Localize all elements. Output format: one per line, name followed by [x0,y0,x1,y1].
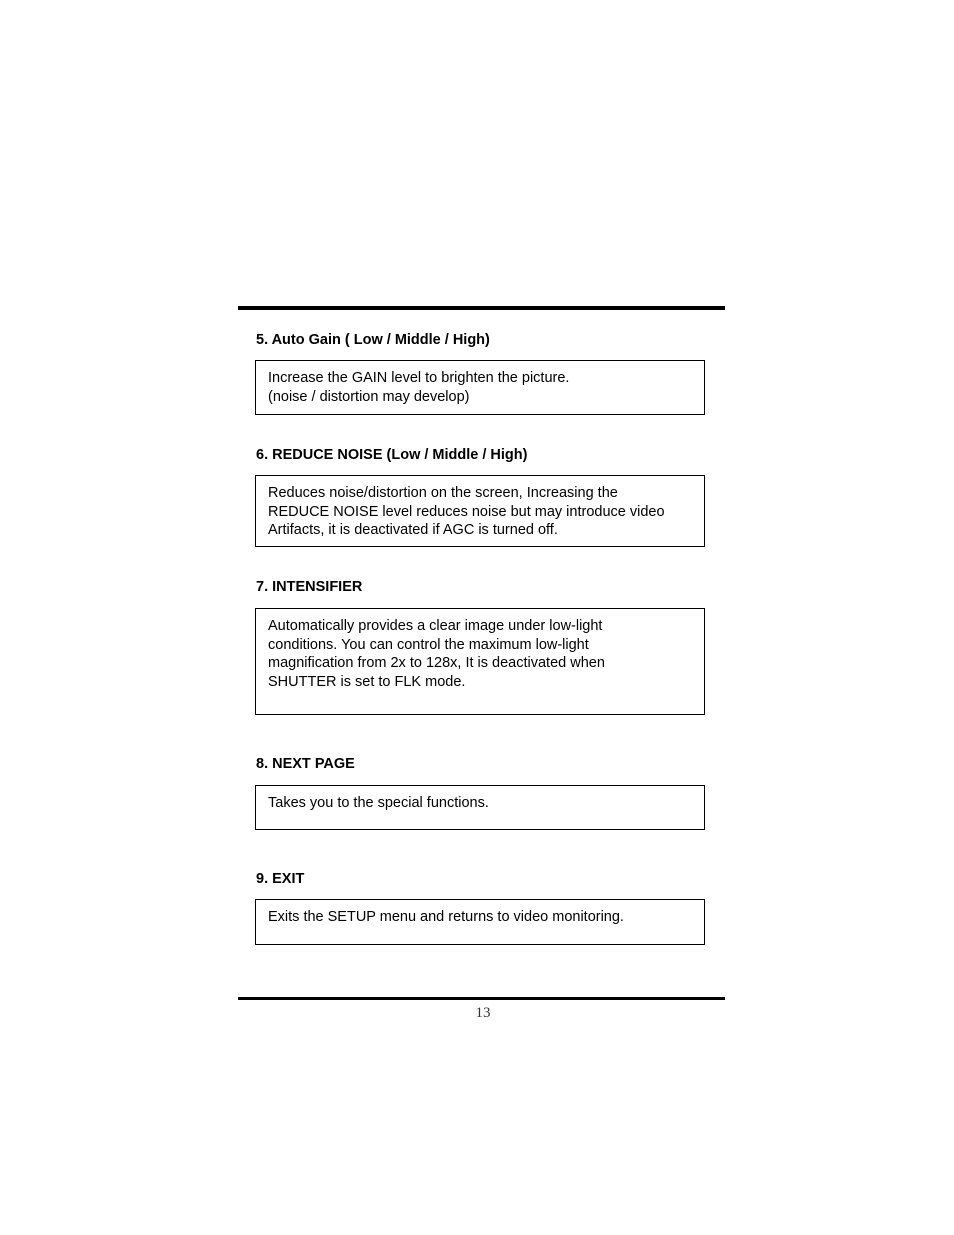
bottom-rule [238,997,725,1000]
description-line: Increase the GAIN level to brighten the picture. [268,370,570,386]
description-line: Exits the SETUP menu and returns to video monitoring. [268,909,624,925]
section-description-box-auto-gain [255,360,705,415]
section-description-box-next-page [255,785,705,830]
description-line: Automatically provides a clear image under low-light [268,618,603,634]
section-heading-next-page: 8. NEXT PAGE [256,756,355,772]
description-line: Artifacts, it is deactivated if AGC is turned off. [268,522,558,539]
top-rule [238,306,725,310]
description-line: conditions. You can control the maximum low-light [268,636,589,653]
description-line: REDUCE NOISE level reduces noise but may introduce video [268,503,665,520]
section-description-box-reduce-noise [255,475,705,547]
section-description-box-intensifier [255,608,705,715]
page-number: 13 [475,1005,491,1021]
description-line: SHUTTER is set to FLK mode. [268,673,466,690]
section-heading-auto-gain: 5. Auto Gain ( Low / Middle / High) [256,332,490,348]
section-heading-intensifier: 7. INTENSIFIER [256,579,363,595]
description-line: Takes you to the special functions. [268,795,489,811]
section-heading-reduce-noise: 6. REDUCE NOISE (Low / Middle / High) [256,447,528,463]
description-line: (noise / distortion may develop) [268,388,470,405]
section-description-box-exit [255,899,705,945]
section-heading-exit: 9. EXIT [256,871,305,887]
description-line: magnification from 2x to 128x, It is deactivated when [268,655,605,672]
description-line: Reduces noise/distortion on the screen, Increasing the [268,485,618,501]
